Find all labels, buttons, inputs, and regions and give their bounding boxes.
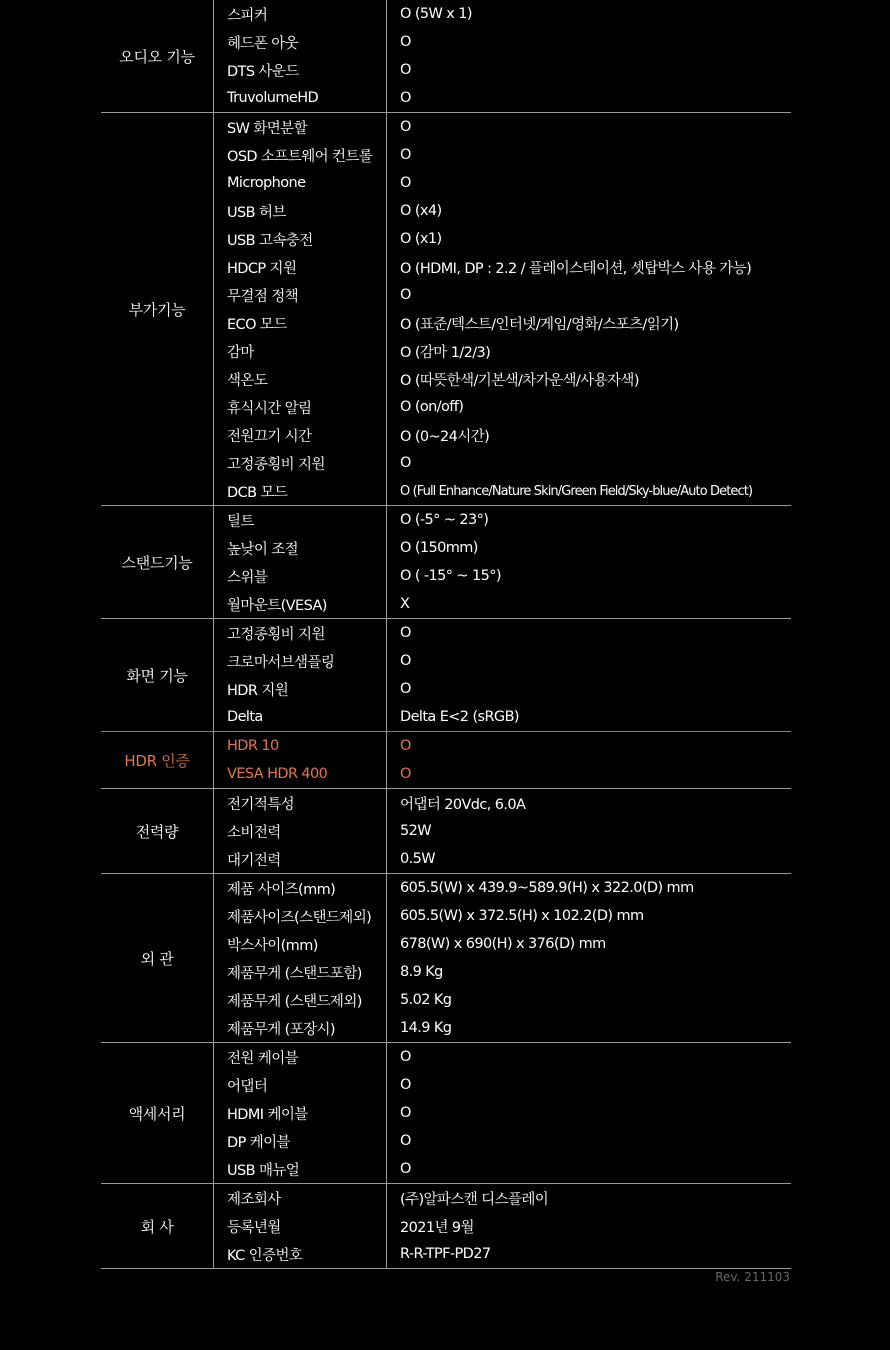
group-label: 전력량: [101, 789, 214, 873]
spec-row: [214, 506, 791, 534]
spec-item: 어댑터: [214, 1071, 387, 1099]
spec-value: O: [400, 625, 411, 641]
spec-row: [214, 647, 791, 675]
spec-value: O: [400, 1133, 411, 1149]
spec-item: 제품무게 (스탠드제외): [214, 986, 387, 1014]
spec-group-stand: [101, 506, 791, 619]
spec-item: 헤드폰 아웃: [214, 28, 387, 56]
spec-item: DTS 사운드: [214, 56, 387, 84]
spec-item: 제품무게 (스탠드포함): [214, 958, 387, 986]
spec-value: O: [400, 1049, 411, 1065]
spec-item: 고정종횡비 지원: [214, 449, 387, 477]
spec-row: [214, 253, 791, 281]
group-rows: [214, 874, 791, 1042]
spec-item: HDR 10: [214, 732, 387, 760]
spec-row: [214, 590, 791, 618]
spec-row: [214, 732, 791, 760]
spec-group-company: [101, 1184, 791, 1269]
spec-row: [214, 562, 791, 590]
spec-value: 2021년 9월: [400, 1219, 474, 1236]
spec-item: 스위블: [214, 562, 387, 590]
spec-row: [214, 1071, 791, 1099]
spec-row: [214, 56, 791, 84]
spec-item: 전기적특성: [214, 789, 387, 817]
spec-item: 제조회사: [214, 1184, 387, 1212]
spec-row: [214, 1184, 791, 1212]
spec-value: 5.02 Kg: [400, 992, 452, 1008]
group-rows: [214, 1043, 791, 1183]
spec-group-power: [101, 789, 791, 874]
spec-item: USB 매뉴얼: [214, 1155, 387, 1183]
spec-row: [214, 449, 791, 477]
spec-item: 틸트: [214, 506, 387, 534]
spec-value: 605.5(W) x 439.9~589.9(H) x 322.0(D) mm: [400, 880, 694, 896]
spec-item: 높낮이 조절: [214, 534, 387, 562]
spec-value: Delta E<2 (sRGB): [400, 709, 519, 725]
spec-item: 월마운트(VESA): [214, 590, 387, 618]
spec-group-extra: [101, 113, 791, 506]
group-rows: [214, 506, 791, 618]
spec-value: O: [400, 90, 411, 106]
spec-value: O: [400, 738, 411, 754]
spec-row: [214, 1212, 791, 1240]
spec-item: 제품무게 (포장시): [214, 1014, 387, 1042]
spec-row: [214, 760, 791, 788]
spec-group-audio: [101, 0, 791, 113]
spec-row: [214, 902, 791, 930]
spec-item: HDMI 케이블: [214, 1099, 387, 1127]
spec-row: [214, 703, 791, 731]
spec-item: 크로마서브샘플링: [214, 647, 387, 675]
group-rows: [214, 732, 791, 788]
spec-row: [214, 113, 791, 141]
spec-group-exterior: [101, 874, 791, 1043]
spec-item: OSD 소프트웨어 컨트롤: [214, 141, 387, 169]
spec-value: 0.5W: [400, 851, 435, 867]
spec-table: [101, 0, 791, 1269]
spec-item: DP 케이블: [214, 1127, 387, 1155]
spec-item: 제품 사이즈(mm): [214, 874, 387, 902]
spec-row: [214, 1014, 791, 1042]
spec-item: 감마: [214, 337, 387, 365]
spec-item: USB 고속충전: [214, 225, 387, 253]
spec-item: TruvolumeHD: [214, 84, 387, 112]
spec-item: 소비전력: [214, 817, 387, 845]
spec-row: [214, 281, 791, 309]
spec-value: O: [400, 287, 411, 303]
spec-item: 전원 케이블: [214, 1043, 387, 1071]
spec-row: [214, 84, 791, 112]
spec-value: O ( -15° ~ 15°): [400, 568, 501, 584]
group-rows: [214, 1184, 791, 1268]
spec-row: [214, 28, 791, 56]
spec-row: [214, 1127, 791, 1155]
spec-value: O (0~24시간): [400, 428, 490, 445]
spec-group-hdr: [101, 732, 791, 789]
spec-value: (주)알파스캔 디스플레이: [400, 1191, 549, 1208]
spec-value: 605.5(W) x 372.5(H) x 102.2(D) mm: [400, 908, 644, 924]
group-label: 액세서리: [101, 1043, 214, 1183]
spec-value: O (감마 1/2/3): [400, 344, 491, 361]
spec-item: HDR 지원: [214, 675, 387, 703]
spec-row: [214, 534, 791, 562]
spec-item: KC 인증번호: [214, 1240, 387, 1268]
spec-value: O: [400, 62, 411, 78]
spec-row: [214, 197, 791, 225]
spec-value: O (x1): [400, 231, 442, 247]
spec-row: [214, 477, 791, 505]
spec-row: [214, 365, 791, 393]
spec-value: O: [400, 1105, 411, 1121]
spec-item: 스피커: [214, 0, 387, 28]
spec-item: SW 화면분할: [214, 113, 387, 141]
spec-value: O: [400, 653, 411, 669]
spec-value: X: [400, 596, 410, 612]
group-rows: [214, 789, 791, 873]
spec-value: 678(W) x 690(H) x 376(D) mm: [400, 936, 606, 952]
spec-row: [214, 337, 791, 365]
spec-item: HDCP 지원: [214, 253, 387, 281]
spec-value: O: [400, 34, 411, 50]
spec-value: O: [400, 766, 411, 782]
spec-item: Delta: [214, 703, 387, 731]
spec-item: ECO 모드: [214, 309, 387, 337]
spec-value: O: [400, 455, 411, 471]
spec-value: O: [400, 175, 411, 191]
spec-value: O: [400, 1161, 411, 1177]
spec-item: 고정종횡비 지원: [214, 619, 387, 647]
spec-value: O (x4): [400, 203, 442, 219]
spec-row: [214, 169, 791, 197]
spec-group-accessory: [101, 1043, 791, 1184]
spec-item: 색온도: [214, 365, 387, 393]
spec-item: Microphone: [214, 169, 387, 197]
spec-value: O: [400, 147, 411, 163]
group-rows: [214, 113, 791, 505]
spec-row: [214, 393, 791, 421]
spec-row: [214, 1099, 791, 1127]
spec-row: [214, 958, 791, 986]
spec-value: O (150mm): [400, 540, 478, 556]
spec-group-screen: [101, 619, 791, 732]
group-label: 부가기능: [101, 113, 214, 505]
spec-row: [214, 874, 791, 902]
spec-row: [214, 141, 791, 169]
spec-row: [214, 421, 791, 449]
group-label: HDR 인증: [101, 732, 214, 788]
spec-item: USB 허브: [214, 197, 387, 225]
spec-row: [214, 1240, 791, 1268]
spec-item: DCB 모드: [214, 477, 387, 505]
group-label: 외 관: [101, 874, 214, 1042]
spec-value: 52W: [400, 823, 431, 839]
spec-item: 전원끄기 시간: [214, 421, 387, 449]
spec-value: 8.9 Kg: [400, 964, 443, 980]
spec-row: [214, 930, 791, 958]
spec-item: 휴식시간 알림: [214, 393, 387, 421]
spec-value: O (따뜻한색/기본색/차가운색/사용자색): [400, 372, 639, 389]
group-rows: [214, 619, 791, 731]
group-rows: [214, 0, 791, 112]
spec-value: 어댑터 20Vdc, 6.0A: [400, 796, 526, 813]
spec-value: O (-5° ~ 23°): [400, 512, 489, 528]
spec-row: [214, 309, 791, 337]
spec-value: O: [400, 1077, 411, 1093]
group-label: 스탠드기능: [101, 506, 214, 618]
spec-row: [214, 1155, 791, 1183]
group-label: 오디오 기능: [101, 0, 214, 112]
spec-row: [214, 789, 791, 817]
spec-row: [214, 225, 791, 253]
spec-value: O (표준/텍스트/인터넷/게임/영화/스포츠/읽기): [400, 316, 679, 333]
spec-item: 등록년월: [214, 1212, 387, 1240]
spec-value: 14.9 Kg: [400, 1020, 452, 1036]
spec-value: O: [400, 119, 411, 135]
revision-label: Rev. 211103: [715, 1270, 790, 1284]
spec-value: O (on/off): [400, 399, 464, 415]
spec-value: O (HDMI, DP : 2.2 / 플레이스테이션, 셋탑박스 사용 가능): [400, 260, 752, 277]
spec-row: [214, 817, 791, 845]
spec-row: [214, 845, 791, 873]
spec-row: [214, 986, 791, 1014]
spec-value: O (Full Enhance/Nature Skin/Green Field/Sky-blue/Auto Detect): [400, 483, 753, 499]
spec-item: 대기전력: [214, 845, 387, 873]
spec-item: 무결점 정책: [214, 281, 387, 309]
group-label: 회 사: [101, 1184, 214, 1268]
spec-value: R-R-TPF-PD27: [400, 1246, 491, 1262]
spec-row: [214, 1043, 791, 1071]
spec-row: [214, 619, 791, 647]
spec-row: [214, 675, 791, 703]
spec-item: 박스사이(mm): [214, 930, 387, 958]
spec-item: VESA HDR 400: [214, 760, 387, 788]
group-label: 화면 기능: [101, 619, 214, 731]
spec-item: 제품사이즈(스탠드제외): [214, 902, 387, 930]
spec-value: O: [400, 681, 411, 697]
spec-row: [214, 0, 791, 28]
spec-value: O (5W x 1): [400, 6, 472, 22]
